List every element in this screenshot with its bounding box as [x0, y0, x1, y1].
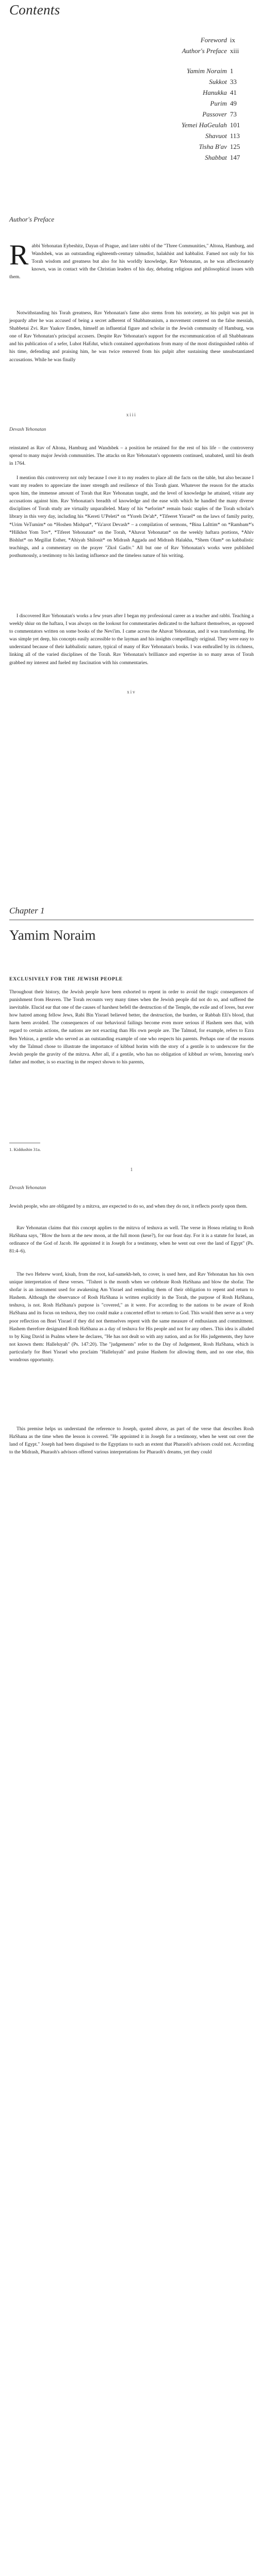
toc-entry-title: Sukkot [209, 78, 227, 86]
footnote: 1. Kiddushin 31a. [9, 1147, 41, 1152]
toc-entry-title: Shabbat [205, 154, 227, 161]
drop-cap: R [9, 239, 29, 271]
preface-paragraph-4: I mention this controversy not only because I owe it to my readers to place all the facts on the table, but also because I want my readers to appreciate the inner strength and resilience of this Torah giant. Whatever the reason for the attacks upon him, the immense amount of Torah that Rav Yehonatan taught, and the level of knowledge he attained, vitiate any accusations against him. Rav Yehonatan's breadth of knowledge and the ease with which he handled the many diverse disciplines of Torah study are virtually unparalleled. Many of his *seforim* remain basic staples of the Torah scholar's library in this very day, including his *Kereti U'Peleti* on *Yoreh De'ah*, *Tifeeret Yisrael* on the laws of family purity, *Urim VeTumim* on *Hoshen Mishpat*, *Ya'arot Devash* – a compilation of sermons, *Bina LaIttim* on *Rambam*'s *Hilkhot Yom Tov*, *Tiferet Yehonatan* on the Torah, *Ahavat Yehonatan* on the weekly haftara portions, *Ahiv Bishlut* on Megillat Esther, *Ahiyah Shilonit* on Midrash Aggada and Midrash Halakha, *Shem Olam* on kabbalistic teachings, and a commentary on the prayer "Zkol Gadiv." All but one of Rav Yehonatan's works were published posthumously, a testimony to his lasting influence and the timeless nature of his writing. [9, 475, 254, 558]
toc-entry-page: 101 [230, 121, 240, 129]
toc-entry[interactable] [0, 132, 263, 142]
toc-entry-page: xiii [230, 47, 239, 55]
toc-entry[interactable] [0, 78, 263, 88]
toc-entry-page: 125 [230, 143, 240, 150]
toc-entry-title: Shavuot [205, 132, 227, 140]
contents-title: Contents [9, 2, 60, 18]
chapter-paragraph-2: Jewish people, who are obligated by a mitzva, are expected to do so, and when they do not, it reflects poorly upon them. [9, 1204, 248, 1209]
chapter-paragraph-3: Rav Yehonatan claims that this concept applies to the mitzva of teshuva as well. The verse in Hosea relating to Rosh HaShana says, "Blow the horn at the new moon, at the full moon (kese?), for our feast day. For it is a statute for Israel, an ordinance of the God of Jacob. He appointed it in Joseph for a testimony, when he went out over the land of Egypt" (Ps. 81:4–6). [9, 1225, 254, 1255]
preface-text: abbi Yehonatan Eybeshitz, Dayan of Prague, and later rabbi of the "Three Communities," Altona, Hamburg, and Wandsbek, was an outstanding eighteenth-century talmudist, halakhist and kabbalist. Famed not only for his Torah wisdom and greatness but also for his worldly knowledge, Rav Yehonatan, as he was affectionately known, was in contact with the Christian leaders of his day, debating religious and philosophical issues with them. [9, 243, 254, 280]
toc-entry-title: Author's Preface [182, 47, 227, 55]
toc-entry-page: 1 [230, 67, 234, 75]
toc-entry-title: Purim [210, 99, 227, 107]
toc-entry[interactable] [0, 154, 263, 164]
running-head: Devash Yehonatan [9, 427, 46, 432]
toc-entry-title: Tisha B'av [199, 143, 227, 150]
preface-paragraph-5: I discovered Rav Yehonatan's works a few years after I began my professional career as a teacher and rabbi. Teaching a weekly shiur on the haftara, I was always on the lookout for commentaries dedicated to the haftarot themselves, as opposed to commentators written on some books of the Nevi'im. I came across the Ahavat Yehonatan, and it was transforming. He was simple yet deep, his concepts easily accessible to the layman and his insights compellingly original. They were easy to understand because of their kabbalistic nature, typical of many of Rav Yehonatan's books. I was enthralled by its richness, linking all of the varied disciplines of the Torah. Rav Yehonatan's brilliance and expertise in so many areas of Torah grabbed my interest and fueled my fascination with his commentaries. [9, 613, 254, 666]
toc-entry[interactable] [0, 110, 263, 121]
preface-heading: Author's Preface [9, 215, 55, 223]
toc-entry-page: 147 [230, 154, 240, 161]
toc-entry[interactable] [0, 36, 263, 46]
toc-entry-title: Yamim Noraim [187, 67, 227, 75]
running-head: Devash Yehonatan [9, 1185, 46, 1191]
chapter-title: Yamim Noraim [9, 927, 96, 943]
toc-entry[interactable] [0, 99, 263, 110]
toc-entry[interactable] [0, 89, 263, 99]
toc-entry-page: 113 [230, 132, 240, 140]
toc-entry-page: 49 [230, 99, 237, 107]
page-number: 1 [130, 1167, 133, 1172]
page-number: xiv [127, 689, 136, 694]
toc-entry-page: 73 [230, 110, 237, 118]
toc-entry[interactable] [0, 47, 263, 57]
section-heading: EXCLUSIVELY FOR THE JEWISH PEOPLE [9, 976, 123, 982]
toc-entry-title: Hanukka [203, 89, 227, 96]
toc-entry-title: Yemei HaGeulah [182, 121, 227, 129]
toc-entry-page: ix [230, 36, 236, 44]
preface-paragraph-1 [9, 239, 254, 281]
toc-entry-page: 33 [230, 78, 237, 86]
toc-entry[interactable] [0, 121, 263, 131]
toc-entry-title: Passover [202, 110, 227, 118]
toc-entry-page: 41 [230, 89, 237, 96]
page-number: xiii [126, 412, 137, 417]
toc-entry[interactable] [0, 67, 263, 77]
toc-entry[interactable] [0, 143, 263, 153]
chapter-paragraph-1: Throughout their history, the Jewish people have been exhorted to repent in order to avoid the tragic consequences of punishment from Heaven. The Torah recounts very many times when the Jewish people did not do so, and suffered the inevitable. Elucid ear that one of the causes of harshest befell the destruction of the Temple, the exile and of loves, but ever how hatred among fellow Jews, Rabi Bin Yisrael believed better, the destruction, the burden, or Rabbah Eli's blood, that harm been avoided. The consequences of our behavioral failings become even more serious if Hashem sees that, with regard to certain actions, the nations are not exacting than His own people are. The Talmud, for example, refers to Ezra Ben Yehiras, a gentile who served as an outstanding example of one who respects his parents. Perhaps one of the reasons why the Talmud chose to illustrate the importance of kibbud horim with the story of a gentile is to underscore for the Jewish people the gravity of the mitzva. After all, if a gentile, who has no obligation of kibbud av ve'em, honoring one's father and mother, is so exacting in the respect shown to his parents, [9, 989, 254, 1065]
chapter-paragraph-4: The two Hebrew word, kisah, from the root, kaf-samekh-heh, to cover, is used here, and Rav Yehonatan has his own unique interpretation of these verses. "Tishrei is the month when we celebrate Rosh HaShana and blow the shofar. The shofar is an instrument used for awakening Am Yisrael and reminding them of their obligation to repent and return to Hashem. Although the observance of Rosh HaShana is written explicitly in the Torah, the purpose of Rosh HaShana, teshuva, is not. Rosh HaShana's purpose is "covered," as it were. For according to the nations to be aware of Rosh HaShana and its focus on teshuva, they too could make a concerted effort to return to God. This would then serve as a very poor reflection on Bnei Yisrael if they did not themselves repent with the same measure of enthusiasm and commitment. Hashem therefore designated Rosh HaShana as a day of teshuva for His people and not for any others. This idea is alluded to by King David in Psalms where he declares, "He has not dealt so with any nation, and as for His judgements, they have not known them: Halleluyah" (Ps. 147:20). The "judgements" refer to the Day of Judgement, Rosh HaShana, which is particularly for Bnei Yisrael who proclaim "Halleluyah" and praise Hashem for allowing them, and no one else, this wondrous opportunity. [9, 1272, 254, 1363]
preface-paragraph-3: reinstated as Rav of Altona, Hamburg and Wandsbek – a position he retained for the rest of his life – the controversy spread to many major Jewish communities. The attacks on Rav Yehonatan's opponents continued, unabated, until his death in 1764. [9, 445, 254, 467]
chapter-label: Chapter 1 [9, 906, 45, 916]
preface-paragraph-2: Notwithstanding his Torah greatness, Rav Yehonatan's fame also stems from his notoriety, as his pulpit was put in jeopardy after he was accused of being a secret adherent of Shabbateanism, a movement centered on the false messiah, Shabbetai Zvi. Rav Yaakov Emden, himself an influential figure and scholar in the Jewish community of Hamburg, was one of Rav Yehonatan's principal accusers. Despite Rav Yehonatan's support for the excommunication of all Shabbateans and his publication of a sefer, Luhot HaEdut, which contained approbations from many of the most distinguished rabbis of his time, defending and praising him, he was twice removed from his pulpit after sustaining these unsubstantiated accusations. While he was finally [9, 310, 254, 363]
chapter-paragraph-5: This premise helps us understand the reference to Joseph, quoted above, as part of the verse that describes Rosh HaShana as the time when the lesson is covered. "He appointed it in Joseph for a testimony, when he went out over the land of Egypt." Joseph had been disguised to the Egyptians to such an extent that Pharaoh's advisors could not. According to the Midrash, Pharaoh's advisors offered various interpretations for Pharaoh's dreams, yet they could [9, 1426, 254, 1455]
toc-entry-title: Foreword [200, 36, 227, 44]
